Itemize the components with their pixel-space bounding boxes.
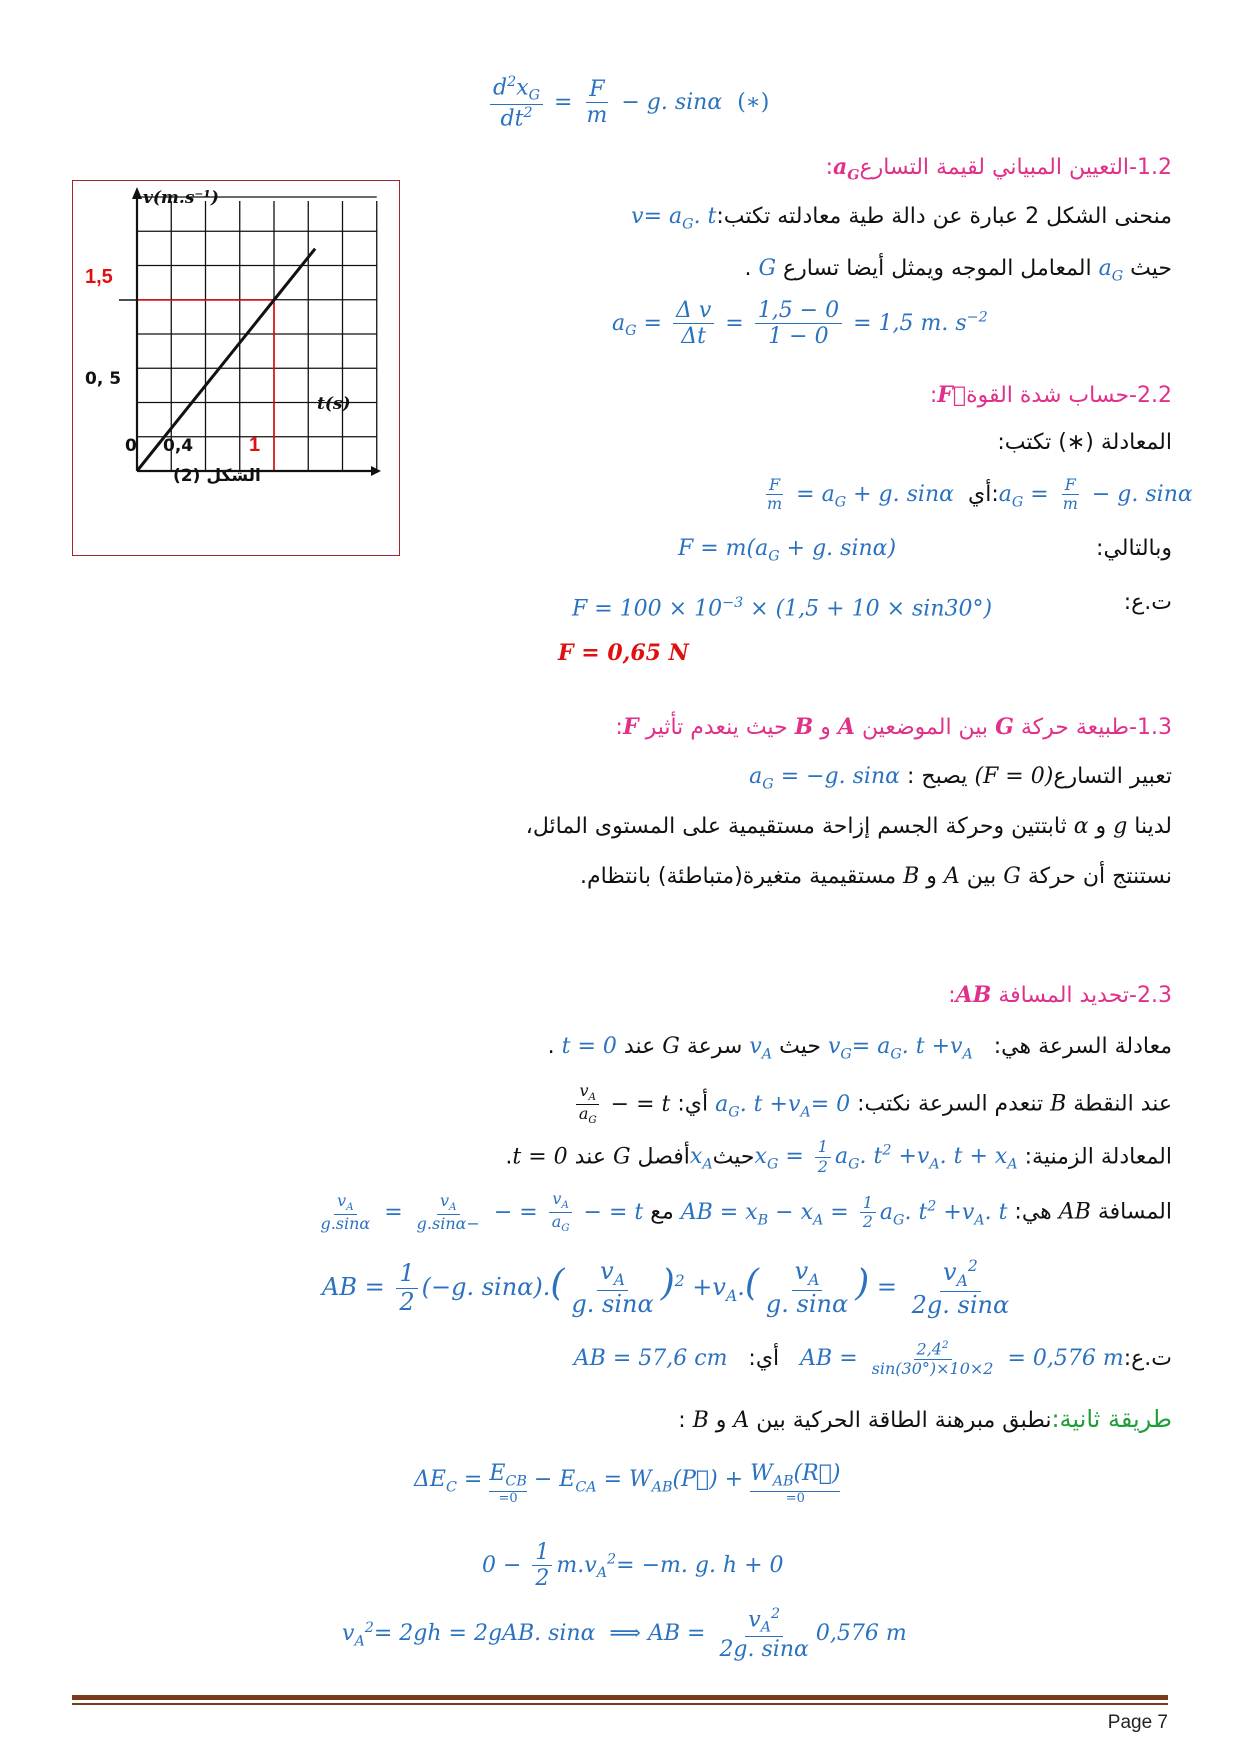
equation-force-numeric: $F = 100 \times 10^{-3} \times (1,5 + 10 \times \sin 30^\circ)$ — [572, 595, 993, 622]
paragraph-2-3-line4: المسافة AB هي: AB = $x_B - x_A$ = $\frac{1}{2}$ $a_G$. $t^2 +v_A$. t مع t = − $\frac{v_A}{a_G}$ = − $\frac{v_A}{-g.\sin\alpha}$ = $\frac{v_A}{g.\sin\alpha}$ — [320, 1189, 1172, 1235]
tick-x-1: 1 — [249, 434, 261, 456]
result-force: F = 0,65 N — [558, 640, 689, 666]
paragraph-2-3-numeric: ت.ع:AB = $\frac{2,4^2}{2\times 10\times\sin(30^\circ)}$ = 0,576 m أي: AB = 57,6 cm — [573, 1339, 1172, 1378]
label-and-therefore: وبالتالي: — [1096, 536, 1172, 561]
paragraph-1-3-line1: تعبير التسارع(F = 0) يصبح : $a_G = -g$. sinα — [749, 764, 1172, 793]
section-title-1-3: 1.3-طبيعة حركة G بين الموضعين A و B حيث ينعدم تأثير F: — [615, 714, 1172, 740]
paragraph-2-2-line1: المعادلة (∗) تكتب: — [997, 430, 1172, 455]
origin-label: 0 — [125, 436, 137, 456]
figure-velocity-time-graph — [72, 180, 400, 556]
label-numeric-app-2-2: ت.ع: — [1123, 590, 1172, 615]
equation-acceleration-value: $a_G$ = $\frac{\text{Δ v}}{\Delta t}$ = $\frac{1,5 - 0}{1 - 0}$ = 1,5 m. $s^{-2}$ — [612, 298, 988, 350]
y-axis-label: v(m.s⁻¹) — [143, 188, 219, 208]
velocity-time-chart — [73, 181, 399, 555]
section-title-1-2: 1.2-التعيين المبياني لقيمة التسارعa$_G$: — [825, 154, 1172, 184]
equation-energy-balance: 0 − $\frac{1}{2}$ $m.v_A^2= -m$. g. h + 0 — [482, 1540, 784, 1592]
footer-rule-thin — [72, 1703, 1168, 1705]
paragraph-1-2-line2: حيث $a_G$ المعامل الموجه ويمثل أيضا تسارع G . — [744, 256, 1172, 285]
x-axis-label: t(s) — [317, 394, 351, 414]
footer-rule-thick — [72, 1695, 1168, 1700]
equation-newton-second-law: $\frac{d^2x_G}{dt^2}$ = $\frac{F}{m}$ − g. sinα (∗) — [486, 74, 769, 132]
figure-caption: الشكل (2) — [173, 466, 261, 486]
paragraph-2-3-line2: عند النقطة B تنعدم السرعة نكتب: $a_G$. $t +v_A= 0$ أي: t = − $\frac{v_A}{a_G}$ — [572, 1082, 1172, 1127]
equation-force-relation: $\frac{F}{m}$ = $a_G + g$. sinα $أي:a_G$ = $\frac{F}{m}$ − g. sinα — [767, 475, 1193, 514]
method-two-line: طريقة ثانية:نطبق مبرهنة الطاقة الحركية بين A و B : — [678, 1405, 1172, 1433]
equation-ab-expression: AB = $\frac{1}{2}$ (−g. sinα).( $\frac{v_A}{g. \sin\alpha}$ )$^2 +v_A$.( $\frac{v_A}{g. \sin\alpha}$ ) = $\frac{v_A^2}{2g. \sin\alpha}$ — [322, 1256, 1010, 1319]
equation-kinetic-energy-theorem: $\Delta E_C$ = $E_{CB}$ =0 − $E_{CA}$ = $W_{AB}(P⃗)$ + $W_{AB}(R⃗)$ =0 — [414, 1461, 841, 1506]
tick-x-0-4: 0,4 — [163, 436, 194, 456]
y-axis-arrow — [132, 187, 142, 199]
x-axis-arrow — [371, 466, 381, 476]
section-title-2-3: 2.3-تحديد المسافة AB: — [948, 982, 1172, 1008]
paragraph-2-3-line3: المعادلة الزمنية: $x_G$ = $\frac{1}{2}$ $a_G$. $t^2 +v_A$. $t + x_Aحيثx_Aأفصل$ G عند t = 0. — [505, 1137, 1172, 1176]
tick-y-1-5: 1,5 — [85, 266, 113, 288]
tick-y-0-5: 0, 5 — [85, 369, 122, 389]
equation-force-expression: $F = m(a_G + g$. sinα) — [678, 536, 897, 565]
section-title-2-2: 2.2-حساب شدة القوةF⃗: — [929, 382, 1172, 408]
equation-final-distance: $v_A^2= 2gh = 2gAB$. sinα ⟹ AB = $\frac{v_A^2}{2g. \sin\alpha}$ 0,576 m — [342, 1606, 907, 1663]
paragraph-1-3-line2: لدينا g و α ثابتتين وحركة الجسم إزاحة مستقيمية على المستوى المائل، — [525, 814, 1172, 839]
page-number: Page 7 — [1107, 1712, 1168, 1733]
paragraph-1-2-line1: منحنى الشكل 2 عبارة عن دالة طية معادلته تكتب:v= $a_G$. t — [631, 204, 1172, 233]
paragraph-2-3-line1: معادلة السرعة هي: $v_G= a_G$. $t +v_A$ حيث $v_A$ سرعة G عند t = 0 . — [547, 1034, 1172, 1063]
paragraph-1-3-line3: نستنتج أن حركة G بين A و B مستقيمية متغيرة(متباطئة) بانتظام. — [579, 864, 1172, 889]
